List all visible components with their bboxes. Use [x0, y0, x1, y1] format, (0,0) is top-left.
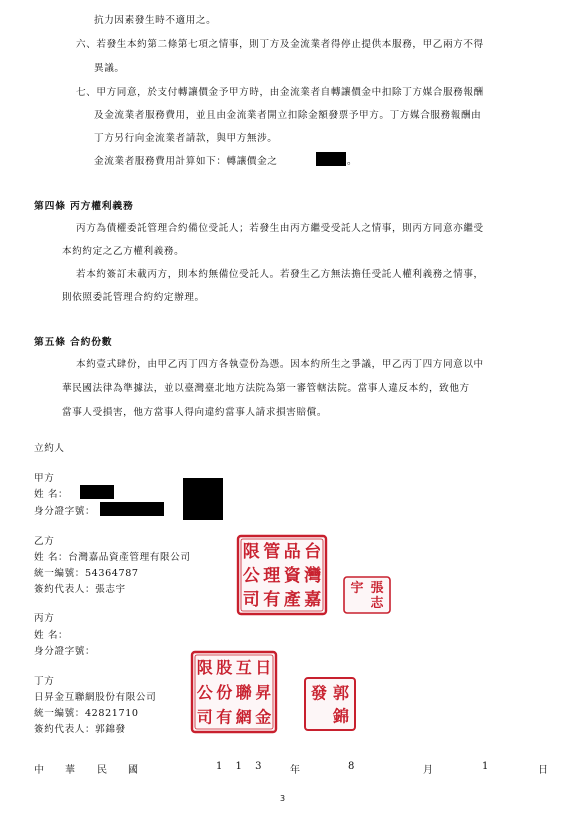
date-era-char: 國	[128, 765, 138, 776]
party-c-id-label: 身分證字號：	[34, 646, 96, 657]
seal-glyph: 台	[304, 542, 322, 563]
party-d-tax-id: 統一編號：42821710	[34, 708, 139, 719]
seal-glyph: 網	[235, 707, 252, 727]
party-a-id-redaction	[100, 502, 164, 516]
party-b-label: 乙方	[34, 536, 55, 547]
seal-glyph: 郭	[332, 683, 350, 703]
article-four-heading: 第四條 丙方權利義務	[34, 201, 134, 212]
seal-glyph: 股	[216, 658, 233, 678]
seal-glyph: 限	[196, 658, 213, 678]
page-number: 3	[280, 794, 286, 803]
party-a-id-label: 身分證字號：	[34, 506, 96, 517]
party-d-representative: 簽約代表人：郭錦發	[34, 724, 126, 735]
seal-glyph: 張	[370, 581, 384, 597]
item-seven-line: 及金流業者服務費用，並且由金流業者開立扣除金額發票予甲方。丁方媒合服務報酬由	[94, 110, 482, 121]
item-six-line: 異議。	[94, 63, 125, 74]
date-month: 8	[348, 761, 355, 772]
article-five-text: 華民國法律為準據法，並以臺灣臺北地方法院為第一審管轄法院。當事人違反本約，致他方	[62, 383, 470, 394]
seal-glyph: 有	[263, 590, 281, 611]
date-year: 1 1 3	[216, 761, 267, 772]
party-b-tax-id: 統一編號：54364787	[34, 568, 139, 579]
party-d-representative-seal	[303, 676, 357, 732]
item-seven-line: 七、甲方同意，於支付轉讓價金予甲方時，由金流業者自轉讓價金中扣除丁方媒合服務報酬	[76, 87, 484, 98]
seal-glyph: 資	[283, 566, 301, 587]
article-four-text: 若本約簽訂未載丙方，則本約無備位受託人。若發生乙方無法擔任受託人權利義務之情事，	[76, 269, 484, 280]
seal-glyph: 限	[242, 542, 260, 563]
item-seven-line: 金流業者服務費用計算如下：轉讓價金之	[94, 156, 278, 167]
party-b-name: 姓 名：台灣嘉品資產管理有限公司	[34, 552, 191, 563]
party-c-label: 丙方	[34, 613, 55, 624]
article-five-text: 本約壹式肆份，由甲乙丙丁四方各執壹份為憑。因本約所生之爭議，甲乙丙丁四方同意以中	[76, 359, 484, 370]
seal-glyph: 品	[283, 542, 301, 563]
date-era-char: 民	[97, 765, 107, 776]
party-c-name-label: 姓 名：	[34, 630, 69, 641]
date-era-char: 華	[65, 765, 75, 776]
article-four-text: 則依照委託管理合約約定辦理。	[62, 292, 205, 303]
party-b-representative: 簽約代表人：張志宇	[34, 584, 126, 595]
seal-glyph: 司	[242, 590, 260, 611]
seal-glyph: 理	[263, 566, 281, 587]
seal-glyph: 發	[310, 683, 328, 703]
item-six-line: 六、若發生本約第二條第七項之情事，則丁方及金流業者得停止提供本服務，甲乙兩方不得	[76, 39, 484, 50]
seal-glyph: 有	[216, 707, 233, 727]
date-month-unit: 月	[423, 765, 433, 776]
seal-glyph: 公	[196, 682, 213, 702]
party-a-name-label: 姓 名：	[34, 489, 69, 500]
party-d-company-seal	[190, 650, 278, 734]
article-five-heading: 第五條 合約份數	[34, 337, 113, 348]
signatories-title: 立約人	[34, 443, 65, 454]
item-seven-end: 。	[347, 156, 358, 167]
party-d-company: 日昇金互聯網股份有限公司	[34, 692, 157, 703]
article-five-text: 當事人受損害，他方當事人得向違約當事人請求損害賠償。	[62, 407, 328, 418]
seal-glyph: 司	[196, 707, 213, 727]
seal-glyph: 管	[263, 542, 281, 563]
force-majeure-note: 抗力因素發生時不適用之。	[94, 15, 217, 26]
date-era-char: 中	[34, 765, 44, 776]
party-b-representative-seal	[342, 575, 392, 615]
redaction-box	[316, 152, 346, 166]
seal-glyph: 灣	[304, 566, 322, 587]
seal-glyph: 產	[283, 590, 301, 611]
seal-glyph: 日	[255, 658, 272, 678]
party-a-label: 甲方	[34, 473, 55, 484]
seal-glyph: 嘉	[304, 590, 322, 611]
seal-glyph: 昇	[255, 682, 272, 702]
party-a-seal-redaction	[183, 478, 223, 520]
date-day-unit: 日	[538, 765, 548, 776]
date-year-unit: 年	[290, 765, 300, 776]
seal-glyph: 宇	[350, 581, 364, 597]
article-four-text: 本約約定之乙方權利義務。	[62, 246, 185, 257]
item-seven-line: 丁方另行向金流業者請款，與甲方無涉。	[94, 133, 278, 144]
seal-glyph: 志	[370, 596, 384, 612]
party-a-name-redaction	[80, 485, 114, 499]
seal-glyph: 錦	[332, 706, 350, 726]
seal-glyph: 互	[235, 658, 252, 678]
seal-glyph: 金	[255, 707, 272, 727]
seal-glyph: 份	[216, 682, 233, 702]
article-four-text: 丙方為債權委託管理合約備位受託人；若發生由丙方繼受受託人之情事，則丙方同意亦繼受	[76, 223, 484, 234]
party-d-label: 丁方	[34, 676, 55, 687]
party-b-company-seal	[236, 534, 328, 616]
date-day: 1	[482, 761, 489, 772]
seal-glyph: 公	[242, 566, 260, 587]
seal-glyph: 聯	[235, 682, 252, 702]
